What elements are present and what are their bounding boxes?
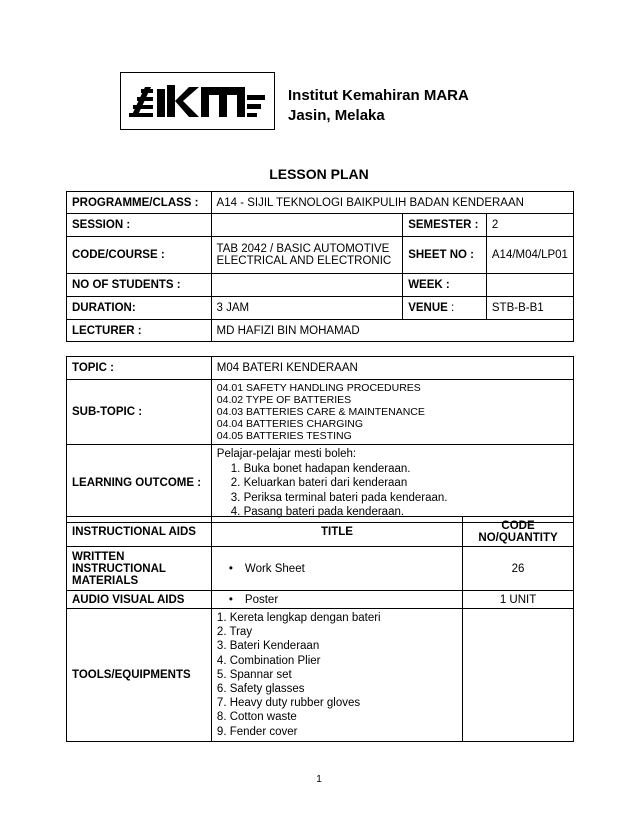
- venue-value: STB-B-B1: [486, 297, 573, 320]
- subtopic-row: [67, 380, 574, 445]
- duration-value: 3 JAM: [211, 297, 403, 320]
- institute-name: [288, 86, 469, 126]
- lecturer-value: MD HAFIZI BIN MOHAMAD: [211, 320, 573, 342]
- tool-item: 1. Kereta lengkap dengan bateri: [216, 612, 381, 624]
- tool-item: 2. Tray: [216, 626, 253, 639]
- tools-list: [211, 609, 462, 742]
- aids-table: [66, 516, 574, 742]
- subtopic-item: 04.03 BATTERIES CARE & MAINTENANCE: [216, 406, 425, 418]
- programme-label: PROGRAMME/CLASS :: [67, 192, 212, 214]
- tool-item: 8. Cotton waste: [216, 711, 297, 724]
- av-row: [67, 591, 574, 609]
- code-value: TAB 2042 / BASIC AUTOMOTIVE ELECTRICAL AND ELECTRONIC: [211, 237, 403, 274]
- aids-col-header: INSTRUCTIONAL AIDS: [67, 517, 212, 547]
- outcome-label: LEARNING OUTCOME :: [67, 445, 212, 523]
- code-label: CODE/COURSE :: [67, 237, 212, 274]
- subtopic-item: 04.04 BATTERIES CHARGING: [216, 418, 364, 430]
- week-label: WEEK :: [403, 274, 487, 297]
- students-value: [211, 274, 403, 297]
- topic-row: [67, 357, 574, 380]
- students-label: NO OF STUDENTS :: [67, 274, 212, 297]
- av-label: AUDIO VISUAL AIDS: [67, 591, 212, 609]
- written-row: [67, 547, 574, 591]
- outcome-item: 3. Periksa terminal bateri pada kenderaan.: [230, 491, 448, 504]
- written-code: 26: [463, 547, 574, 591]
- topic-table: [66, 356, 574, 523]
- av-title: Poster: [244, 593, 279, 606]
- topic-value: M04 BATERI KENDERAAN: [211, 357, 573, 380]
- subtopic-list: [211, 380, 573, 445]
- code-row: [67, 237, 574, 274]
- av-code: 1 UNIT: [463, 591, 574, 609]
- written-title: Work Sheet: [244, 562, 305, 575]
- outcome-item: 1. Buka bonet hadapan kenderaan.: [230, 462, 411, 475]
- subtopic-item: 04.05 BATTERIES TESTING: [216, 430, 352, 442]
- institute-header: [120, 72, 520, 134]
- duration-row: [67, 297, 574, 320]
- tools-label: TOOLS/EQUIPMENTS: [67, 609, 212, 742]
- venue-label-cell: [403, 297, 487, 320]
- institute-name-line2: Jasin, Melaka: [288, 107, 385, 124]
- tool-item: 6. Safety glasses: [216, 683, 305, 696]
- tools-row: [67, 609, 574, 742]
- tools-code: [463, 609, 574, 742]
- subtopic-label: SUB-TOPIC :: [67, 380, 212, 445]
- bullet-icon: •: [228, 593, 233, 606]
- outcome-item: 4. Pasang bateri pada kenderaan.: [230, 506, 405, 518]
- lecturer-row: [67, 320, 574, 342]
- tool-item: 5. Spannar set: [216, 668, 292, 681]
- written-label: WRITTEN INSTRUCTIONAL MATERIALS: [67, 547, 212, 591]
- tool-item: 9. Fender cover: [216, 725, 298, 738]
- institute-name-line1: Institut Kemahiran MARA: [288, 87, 469, 104]
- ikm-logo-mark: [127, 79, 269, 125]
- aids-header-row: [67, 517, 574, 547]
- page-number: 1: [316, 774, 322, 785]
- outcome-item: 2. Keluarkan bateri dari kenderaan: [230, 477, 408, 489]
- outcome-intro: Pelajar-pelajar mesti boleh:: [216, 448, 357, 460]
- week-value: [486, 274, 573, 297]
- venue-label: VENUE: [408, 302, 448, 314]
- av-title-cell: [211, 591, 462, 609]
- session-value: [211, 214, 403, 237]
- bullet-icon: •: [228, 562, 233, 575]
- written-title-cell: [211, 547, 462, 591]
- duration-label: DURATION:: [67, 297, 212, 320]
- programme-value: A14 - SIJIL TEKNOLOGI BAIKPULIH BADAN KENDERAAN: [211, 192, 573, 214]
- session-label: SESSION :: [67, 214, 212, 237]
- info-table: [66, 191, 574, 342]
- subtopic-item: 04.01 SAFETY HANDLING PROCEDURES: [216, 382, 421, 394]
- semester-label: SEMESTER :: [403, 214, 487, 237]
- students-row: [67, 274, 574, 297]
- tool-item: 4. Combination Plier: [216, 654, 321, 667]
- title-col-header: TITLE: [211, 517, 462, 547]
- sheet-label: SHEET NO :: [403, 237, 487, 274]
- tool-item: 7. Heavy duty rubber gloves: [216, 697, 361, 710]
- page-title: LESSON PLAN: [269, 166, 369, 182]
- ikm-logo: [120, 72, 275, 130]
- subtopic-item: 04.02 TYPE OF BATTERIES: [216, 394, 352, 406]
- semester-value: 2: [486, 214, 573, 237]
- sheet-value: A14/M04/LP01: [486, 237, 573, 274]
- venue-colon: :: [451, 302, 455, 314]
- programme-row: [67, 192, 574, 214]
- outcome-list: [211, 445, 573, 523]
- tool-item: 3. Bateri Kenderaan: [216, 640, 320, 653]
- code-col-header: CODE NO/QUANTITY: [463, 517, 574, 547]
- session-row: [67, 214, 574, 237]
- lecturer-label: LECTURER :: [67, 320, 212, 342]
- topic-label: TOPIC :: [67, 357, 212, 380]
- outcome-row: [67, 445, 574, 523]
